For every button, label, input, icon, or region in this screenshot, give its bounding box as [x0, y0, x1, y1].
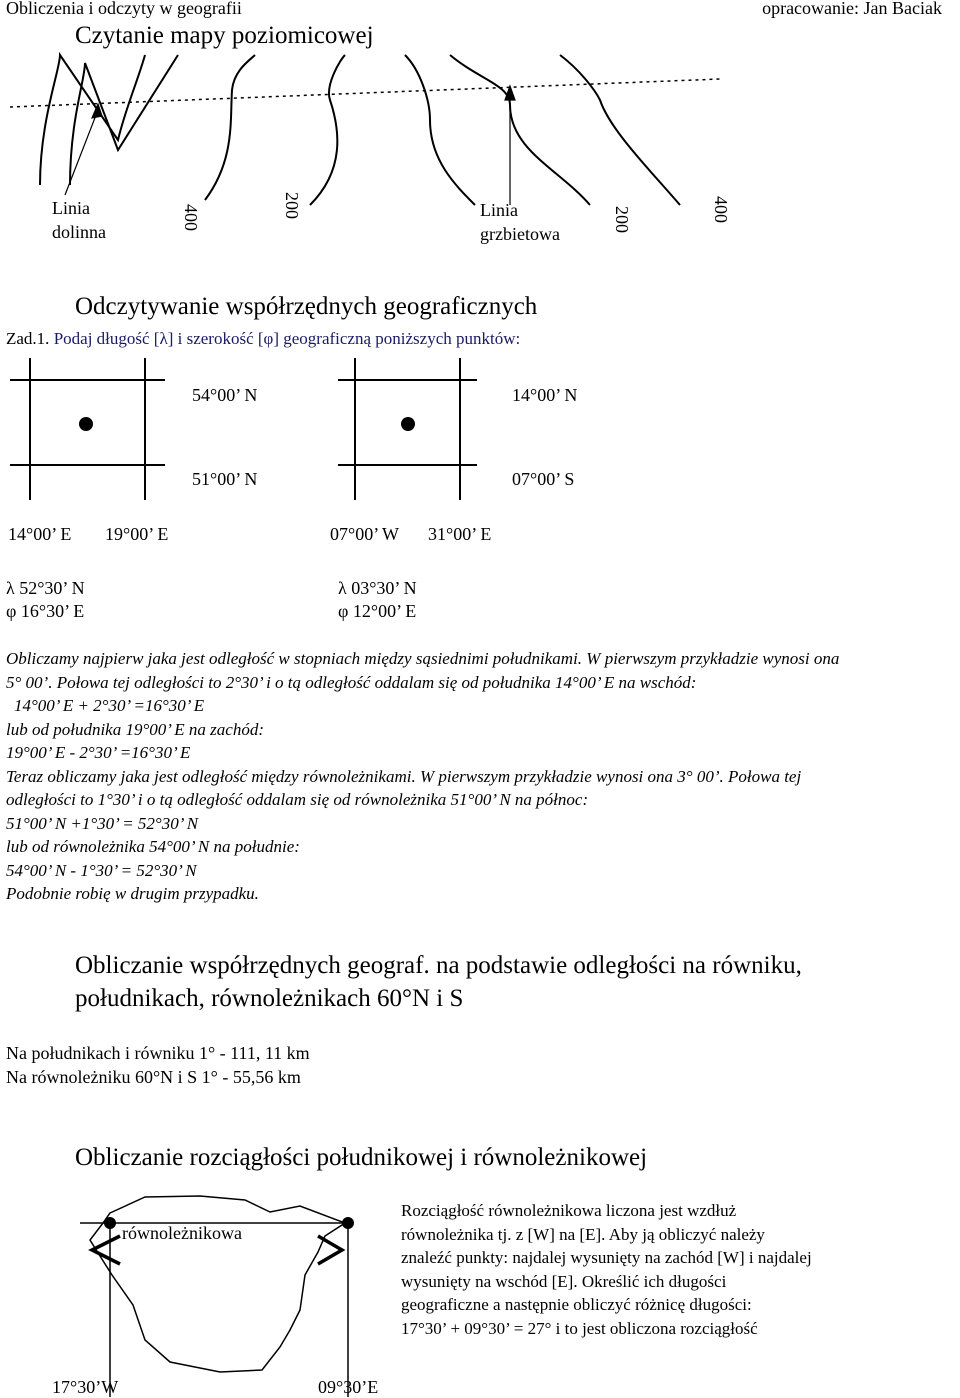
- grid1-top: 54°00’ N: [192, 385, 258, 405]
- explanation-line: Podobnie robię w drugim przypadku.: [6, 884, 259, 903]
- header-left: Obliczenia i odczyty w geografii: [6, 0, 242, 18]
- explanation-line: 54°00’ N - 1°30’ = 52°30’ N: [6, 860, 197, 880]
- contour-200-right: 200: [612, 206, 632, 233]
- ridge-contour-1: [405, 55, 475, 205]
- desc-line: geograficzne a następnie obliczyć różnicę długości:: [401, 1295, 752, 1314]
- explanation-line: odległości to 1°30’ i o tą odległość oddalam się od równoleżnika 51°00’ N na północ:: [6, 790, 589, 809]
- task-prefix: Zad.1.: [6, 329, 50, 348]
- explanation: [6, 647, 839, 906]
- grid2-left: 07°00’ W: [330, 524, 400, 544]
- section3-title-line2: południkach, równoleżnikach 60°N i S: [75, 985, 464, 1012]
- extent-description: [401, 1199, 812, 1340]
- section4-title: Obliczanie rozciągłości południkowej i równoleżnikowej: [75, 1144, 648, 1171]
- answer2-lambda: λ 03°30’ N: [338, 578, 417, 598]
- section3-line2: Na równoleżniku 60°N i S 1° - 55,56 km: [6, 1067, 301, 1087]
- ridge-contour-2: [450, 55, 590, 205]
- grid1-bottom: 51°00’ N: [192, 469, 258, 489]
- east-arrow: [318, 1236, 342, 1264]
- ridge-label-2: grzbietowa: [480, 224, 560, 244]
- contour-200-left: 200: [282, 192, 302, 219]
- explanation-line: 14°00’ E + 2°30’ =16°30’ E: [14, 696, 205, 715]
- grid1-left: 14°00’ E: [8, 524, 72, 544]
- bottom-left-label: 17°30’W: [52, 1377, 119, 1397]
- valley-contour-right: [205, 55, 255, 200]
- grid2-top: 14°00’ N: [512, 385, 578, 405]
- section3-title-line1: Obliczanie współrzędnych geograf. na podstawie odległości na równiku,: [75, 952, 802, 979]
- explanation-line: 5° 00’. Połowa tej odległości to 2°30’ i o tą odległość oddalam się od południka 14°00’ E na wschód:: [6, 672, 697, 692]
- explanation-line: Teraz obliczamy jaka jest odległość między równoleżnikami. W pierwszym przykładzie wynosi ona 3° 00’. Połowa tej: [6, 766, 802, 786]
- contour-400-right: 400: [711, 196, 731, 223]
- valley-contour-far: [310, 55, 345, 205]
- explanation-line: 19°00’ E - 2°30’ =16°30’ E: [6, 743, 191, 762]
- section3-line1: Na południkach i równiku 1° - 111, 11 km: [6, 1043, 310, 1063]
- task-text: Podaj długość [λ] i szerokość [φ] geograficzną poniższych punktów:: [53, 329, 521, 348]
- task-line: [6, 329, 520, 349]
- explanation-line: lub od południka 19°00’ E na zachód:: [6, 719, 264, 739]
- explanation-line: Obliczamy najpierw jaka jest odległość w stopniach między sąsiednimi południkami. W pierwszym przykładzie wynosi ona: [6, 649, 840, 668]
- ridge-label-1: Linia: [480, 200, 518, 220]
- desc-line: 17°30’ + 09°30’ = 27° i to jest obliczona rozciągłość: [401, 1318, 758, 1338]
- grid1-right: 19°00’ E: [105, 524, 169, 544]
- desc-line: równoleżnika tj. z [W] na [E]. Aby ją obliczyć należy: [401, 1224, 765, 1244]
- valley-label-1: Linia: [52, 198, 90, 218]
- section1-title: Czytanie mapy poziomicowej: [75, 22, 374, 49]
- point-2: [401, 417, 415, 431]
- desc-line: wysunięty na wschód [E]. Określić ich długości: [401, 1271, 727, 1291]
- grid2-right: 31°00’ E: [428, 524, 492, 544]
- explanation-line: lub od równoleżnika 54°00’ N na południe:: [6, 837, 300, 856]
- ridge-contour-3: [560, 55, 680, 205]
- grid2-bottom: 07°00’ S: [512, 469, 575, 489]
- shape-label: równoleżnikowa: [122, 1223, 242, 1243]
- bottom-right-label: 09°30’E: [318, 1377, 379, 1397]
- contour-400-left: 400: [181, 204, 201, 231]
- dotted-line: [10, 79, 720, 107]
- answer1-phi: φ 16°30’ E: [6, 601, 85, 621]
- desc-line: znaleźć punkty: najdalej wysunięty na zachód [W] i najdalej: [401, 1248, 812, 1267]
- answer1-lambda: λ 52°30’ N: [6, 578, 85, 598]
- valley-label-2: dolinna: [52, 222, 106, 242]
- explanation-line: 51°00’ N +1°30’ = 52°30’ N: [6, 813, 199, 833]
- section2-title: Odczytywanie współrzędnych geograficznych: [75, 293, 538, 320]
- valley-contour-outer: [40, 55, 145, 185]
- answer2-phi: φ 12°00’ E: [338, 601, 417, 621]
- point-1: [79, 417, 93, 431]
- desc-line: Rozciągłość równoleżnikowa liczona jest wzdłuż: [401, 1201, 737, 1220]
- header-right: opracowanie: Jan Baciak: [762, 0, 942, 18]
